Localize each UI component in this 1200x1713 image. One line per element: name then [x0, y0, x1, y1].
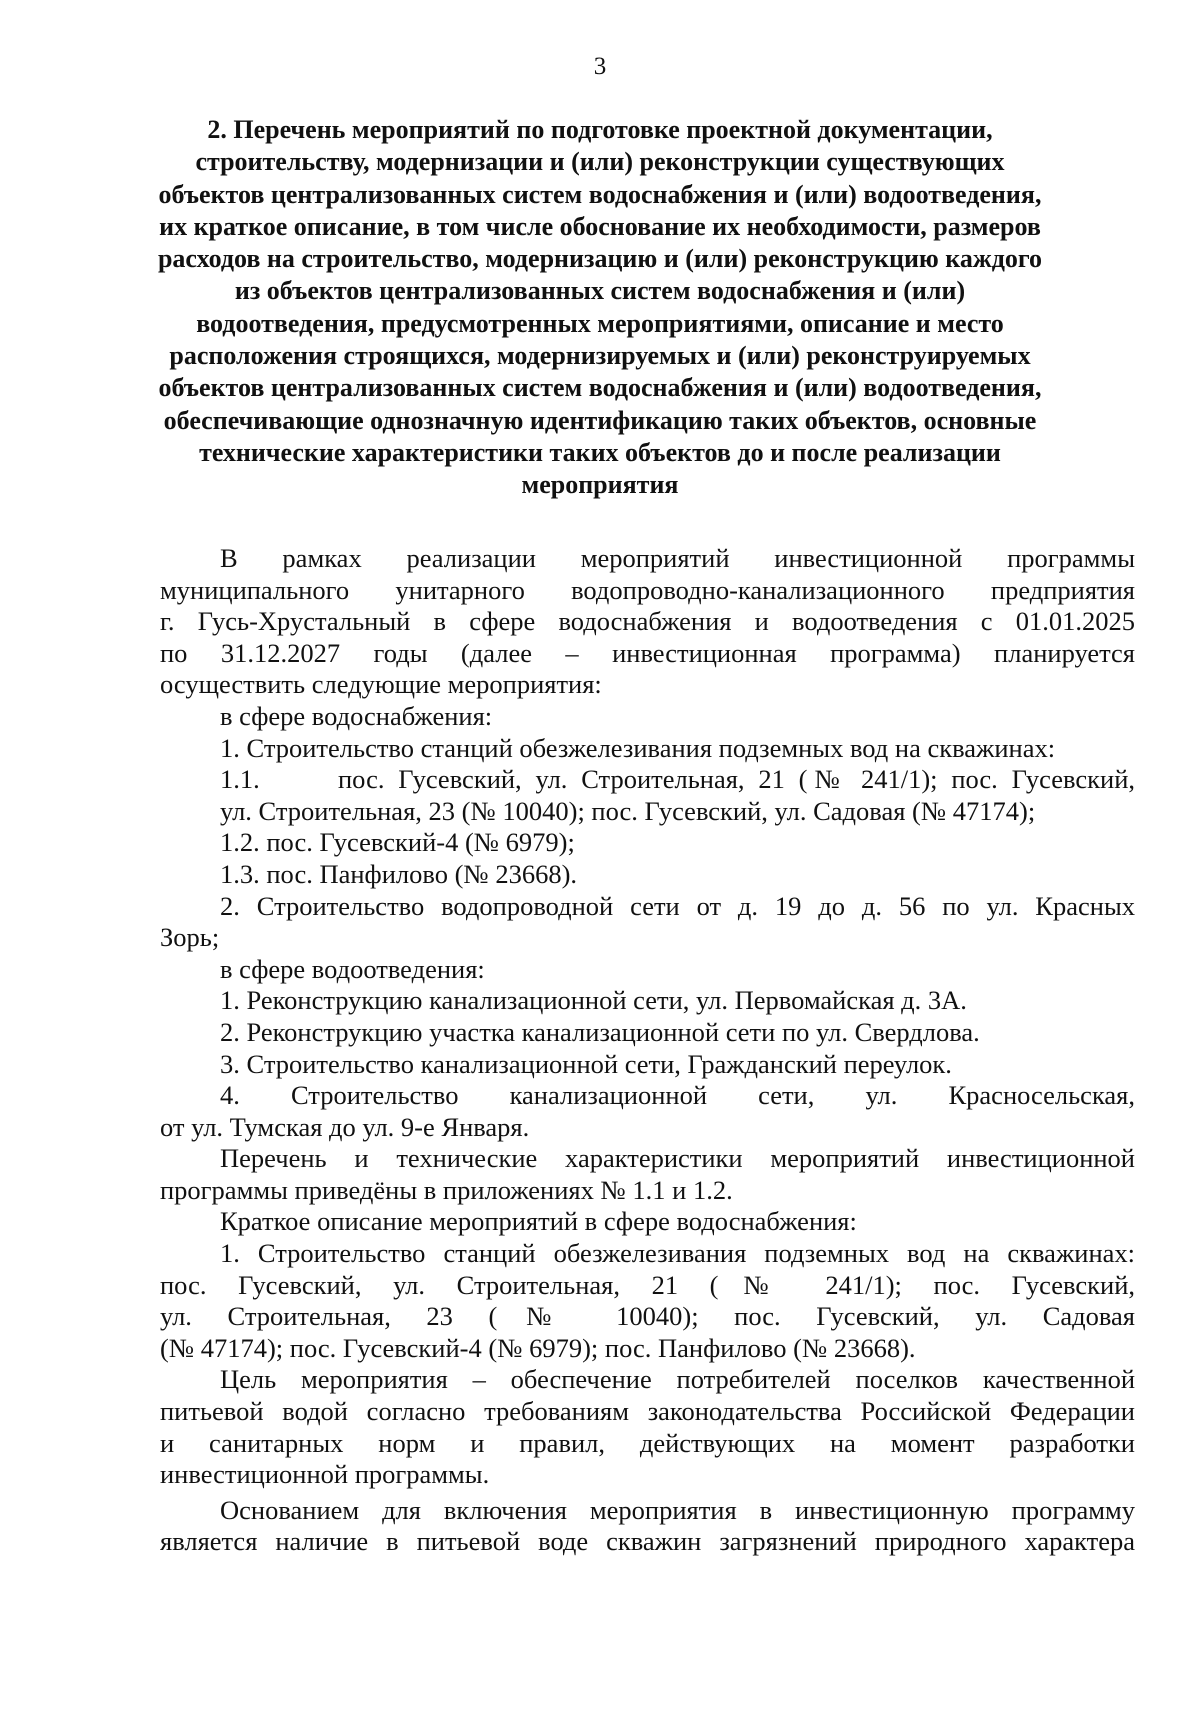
brief-label — [160, 1206, 1135, 1238]
heading-line: мероприятия — [521, 470, 679, 500]
text-line: в сфере водоотведения: — [220, 953, 485, 984]
text-line: (№ 47174); пос. Гусевский-4 (№ 6979); пос. Панфилово (№ 23668). — [160, 1332, 916, 1363]
heading-line: из объектов централизованных систем водоснабжения и (или) — [234, 276, 966, 306]
text-line: 3. Строительство канализационной сети, Гражданский переулок. — [220, 1048, 952, 1079]
text-line: Перечень и технические характеристики мероприятий инвестиционной — [220, 1143, 1135, 1174]
text-line — [160, 764, 1135, 796]
text-line: программы приведёны в приложениях № 1.1 и 1.2. — [160, 1174, 733, 1205]
text-line: в сфере водоснабжения: — [220, 700, 493, 731]
water-disposal-item-4 — [160, 1080, 1135, 1143]
section-heading — [150, 114, 1050, 502]
text-line: 1. Строительство станций обезжелезивания подземных вод на скважинах: — [220, 732, 1056, 763]
text-line: питьевой водой согласно требованиям законодательства Российской Федерации — [160, 1396, 1135, 1427]
heading-line: строительству, модернизации и (или) реконструкции существующих — [195, 147, 1005, 177]
document-body — [160, 543, 1135, 1558]
text-line: Зорь; — [160, 922, 220, 953]
text-line: В рамках реализации мероприятий инвестиционной программы — [220, 543, 1135, 573]
heading-line: 2. Перечень мероприятий по подготовке проектной документации, — [207, 115, 993, 144]
water-supply-item-2 — [160, 891, 1135, 954]
heading-line: обеспечивающие однозначную идентификацию таких объектов, основные — [163, 405, 1037, 435]
text-line: по 31.12.2027 годы (далее – инвестиционная программа) планируется — [160, 637, 1135, 668]
water-supply-item-1-1 — [160, 764, 1135, 827]
text-line: 2. Строительство водопроводной сети от д. 19 до д. 56 по ул. Красных — [220, 890, 1135, 921]
page-number: 3 — [593, 53, 607, 80]
text-line: пос. Гусевский, ул. Строительная, 21 (№ 241/1); пос. Гусевский, — [160, 1269, 1135, 1300]
water-supply-item-1-2 — [160, 827, 1135, 859]
water-disposal-item-2 — [160, 1017, 1135, 1049]
text-line: ул. Строительная, 23 (№ 10040); пос. Гусевский, ул. Садовая — [160, 1301, 1135, 1332]
heading-line: объектов централизованных систем водоснабжения и (или) водоотведения, — [158, 373, 1042, 403]
brief-item-1 — [160, 1238, 1135, 1364]
text-line: 2. Реконструкцию участка канализационной сети по ул. Свердлова. — [220, 1016, 980, 1047]
basis-paragraph — [160, 1495, 1135, 1558]
goal-paragraph — [160, 1364, 1135, 1490]
text-line: от ул. Тумская до ул. 9-е Января. — [160, 1111, 530, 1142]
heading-line: технические характеристики таких объектов до и после реализации — [199, 437, 1001, 467]
water-supply-item-1 — [160, 733, 1135, 765]
item-number: 1.1. — [220, 764, 260, 795]
text-line: 1. Реконструкцию канализационной сети, ул. Первомайская д. 3А. — [220, 985, 967, 1016]
heading-line: водоотведения, предусмотренных мероприятиями, описание и место — [196, 308, 1004, 338]
text-line: муниципального унитарного водопроводно-канализационного предприятия — [160, 574, 1135, 605]
heading-line: их краткое описание, в том числе обоснование их необходимости, размеров — [159, 211, 1041, 241]
text-line: ул. Строительная, 23 (№ 10040); пос. Гусевский, ул. Садовая (№ 47174); — [220, 795, 1036, 826]
text-line: инвестиционной программы. — [160, 1459, 490, 1490]
text-line: Цель мероприятия – обеспечение потребителей поселков качественной — [220, 1364, 1135, 1395]
intro-paragraph — [160, 543, 1135, 701]
water-disposal-label — [160, 954, 1135, 986]
water-disposal-item-3 — [160, 1049, 1135, 1081]
text-line: 1.3. пос. Панфилово (№ 23668). — [220, 858, 578, 889]
text-line: является наличие в питьевой воде скважин загрязнений природного характера — [160, 1526, 1135, 1557]
text-line: Основанием для включения мероприятия в инвестиционную программу — [220, 1494, 1135, 1525]
tech-note-paragraph — [160, 1143, 1135, 1206]
text-line: и санитарных норм и правил, действующих на момент разработки — [160, 1427, 1135, 1458]
text-line: 1.2. пос. Гусевский-4 (№ 6979); — [220, 827, 575, 858]
text-line: 1. Строительство станций обезжелезивания подземных вод на скважинах: — [220, 1238, 1135, 1269]
heading-line: расположения строящихся, модернизируемых и (или) реконструируемых — [169, 341, 1031, 371]
water-supply-item-1-3 — [160, 859, 1135, 891]
heading-line: объектов централизованных систем водоснабжения и (или) водоотведения, — [158, 179, 1042, 209]
item-text: пос. Гусевский, ул. Строительная, 21 (№ 241/1); пос. Гусевский, — [338, 764, 1135, 795]
text-line: г. Гусь-Хрустальный в сфере водоснабжения и водоотведения с 01.01.2025 — [160, 606, 1135, 637]
water-disposal-item-1 — [160, 985, 1135, 1017]
text-line: 4. Строительство канализационной сети, ул. Красносельская, — [220, 1080, 1135, 1111]
text-line: Краткое описание мероприятий в сфере водоснабжения: — [220, 1206, 857, 1237]
text-line: осуществить следующие мероприятия: — [160, 669, 602, 700]
water-supply-label — [160, 701, 1135, 733]
heading-line: расходов на строительство, модернизацию и (или) реконструкцию каждого — [157, 244, 1043, 274]
